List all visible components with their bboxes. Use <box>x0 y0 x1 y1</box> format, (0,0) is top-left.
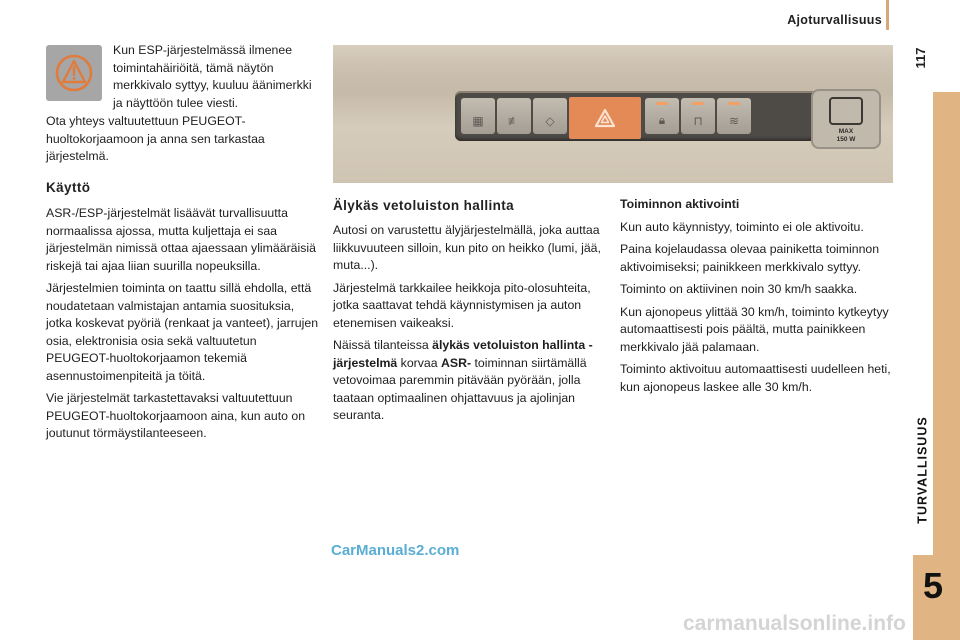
kaytto-body <box>46 205 321 448</box>
rear-defrost-icon: ▦ <box>472 114 484 128</box>
activation-paragraph-4: Kun ajonopeus ylittää 30 km/h, toiminto kytkeytyy automaattisesti pois päältä, mutta painikkeen merkkivalo jää palamaan. <box>620 304 889 354</box>
kaytto-paragraph-2: Järjestelmien toiminta on taattu sillä ehdolla, että noudatetaan valmistajan antamia suosituksia, jotka koskevat pyöriä (renkaat ja vanteet), jarrujen osia, elektronisia osia sekä valtuutetun PEUGEOT-huoltokorjaamon tekemiä asennustoimenpiteitä ja töitä. <box>46 281 319 383</box>
section-title-traction: Älykäs vetoluiston hallinta <box>333 198 515 213</box>
rear-fog-button <box>533 98 567 134</box>
activation-body <box>620 196 892 401</box>
traction-paragraph-2: Järjestelmä tarkkailee heikkoja pito-olosuhteita, jotka saattavat tehdä käynnistymisen ja auton etenemisen vaikeaksi. <box>333 280 591 330</box>
socket-label-watts: 150 W <box>836 136 856 143</box>
child-lock-button <box>681 98 715 134</box>
central-lock-button <box>645 98 679 134</box>
traction-control-button <box>717 98 751 134</box>
photo-highlight <box>333 45 893 93</box>
socket-label-max: MAX <box>838 128 854 135</box>
traction-icon: ≋ <box>728 114 740 128</box>
traction-paragraph-1: Autosi on varustettu älyjärjestelmällä, joka auttaa liikkuvuuteen silloin, kun pito on heikko (lumi, jää, muta...). <box>333 223 601 272</box>
lock-icon: 🔒︎ <box>658 113 666 127</box>
rear-fog-icon: ◇ <box>545 114 555 128</box>
chapter-number: 5 <box>922 565 944 606</box>
contact-paragraph: Ota yhteys valtuutettuun PEUGEOT-huoltokorjaamoon ja anna sen tarkastaa järjestelmä. <box>46 114 265 163</box>
page-number: 117 <box>912 47 928 69</box>
socket-icon <box>829 97 863 125</box>
hazard-button <box>569 97 641 139</box>
header-divider <box>886 0 889 30</box>
padlock-icon: ⊓ <box>693 114 703 128</box>
traction-body <box>333 222 606 430</box>
rear-defrost-button <box>461 98 495 134</box>
esp-warning-text: Kun ESP-järjestelmässä ilmenee toimintahäiriöitä, tämä näytön merkkivalo syttyy, kuuluu äänimerkki ja näyttöön tulee viesti. <box>113 43 312 110</box>
activation-paragraph-2: Paina kojelaudassa olevaa painiketta toiminnon aktivoimiseksi; painikkeen merkkivalo syttyy. <box>620 242 880 274</box>
activation-subtitle: Toiminnon aktivointi <box>620 197 740 211</box>
hazard-triangle-icon <box>594 108 616 128</box>
warning-triangle-icon <box>46 45 102 101</box>
activation-paragraph-1: Kun auto käynnistyy, toiminto ei ole aktivoitu. <box>620 219 864 234</box>
section-title-kaytto: Käyttö <box>46 180 91 195</box>
running-header: Ajoturvallisuus <box>787 13 882 27</box>
kaytto-paragraph-1: ASR-/ESP-järjestelmät lisäävät turvallisuutta normaalissa ajossa, mutta kuljettaja ei saa järjestelmän nimissä ottaa ajaessaan ylimääräisiä riskejä tai ajaa liian suurilla nopeuksilla. <box>46 206 316 273</box>
traction-paragraph-3: Näissä tilanteissa älykäs vetoluiston hallinta -järjestelmä korvaa ASR- toiminnan siirtämällä vetovoimaa paremmin pitävään pyörään, jolla taataan optimaalinen ohjattavuus ja ajolinjan seuranta. <box>333 338 593 422</box>
chapter-label: TURVALLISUUS <box>916 416 930 524</box>
activation-paragraph-3: Toiminto on aktiivinen noin 30 km/h saakka. <box>620 282 858 296</box>
kaytto-paragraph-3: Vie järjestelmät tarkastettavaksi valtuutettuun PEUGEOT-huoltokorjaamoon aina, kun auto on joutunut törmäystilanteeseen. <box>46 391 306 440</box>
activation-paragraph-5: Toiminto aktivoituu automaattisesti uudelleen heti, kun ajonopeus laskee alle 30 km/h. <box>620 362 891 394</box>
dashboard-switch-photo <box>333 45 893 183</box>
front-fog-button <box>497 98 531 134</box>
front-fog-icon: ≢ <box>508 114 520 128</box>
watermark-carmanualsonline[interactable]: carmanualsonline.info <box>683 612 906 635</box>
watermark-carmanuals2[interactable]: CarManuals2.com <box>331 542 460 559</box>
power-socket <box>811 89 881 149</box>
left-column <box>46 113 321 171</box>
